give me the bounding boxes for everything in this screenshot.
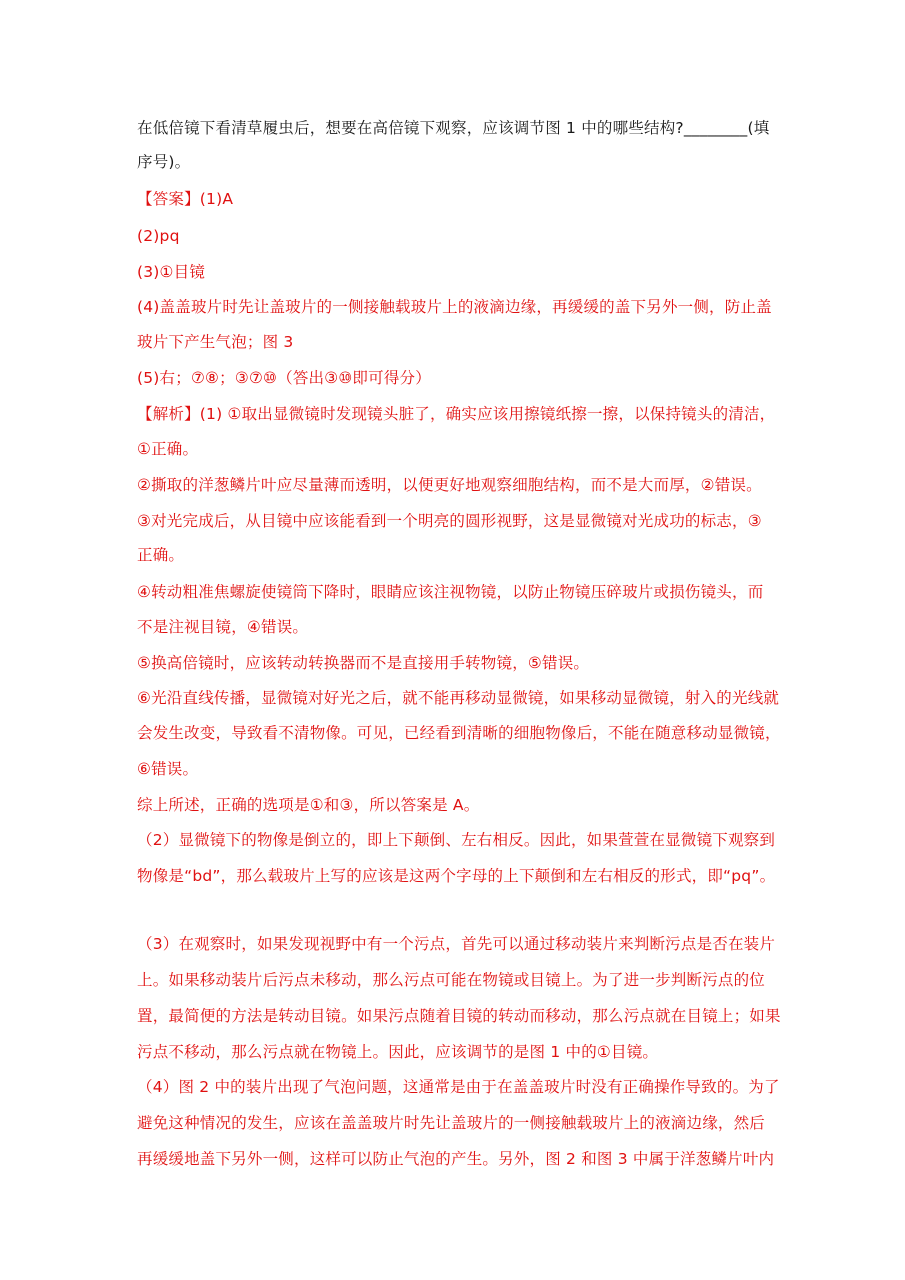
answer-line: (4)盖盖玻片时先让盖玻片的一侧接触载玻片上的液滴边缘，再缓缓的盖下另外一侧，防止盖	[137, 298, 772, 316]
analysis-line: 正确。	[137, 546, 185, 564]
analysis-line: （3）在观察时，如果发现视野中有一个污点，首先可以通过移动装片来判断污点是否在装片	[137, 935, 776, 953]
analysis-line: ⑥错误。	[137, 760, 199, 778]
analysis-line: （2）显微镜下的物像是倒立的，即上下颠倒、左右相反。因此，如果萱萱在显微镜下观察到	[137, 831, 776, 849]
answer-line: 玻片下产生气泡；图 3	[137, 333, 294, 351]
analysis-line: （4）图 2 中的装片出现了气泡问题，这通常是由于在盖盖玻片时没有正确操作导致的。为了	[137, 1078, 780, 1096]
answer-line: (3)①目镜	[137, 263, 206, 281]
analysis-line: 综上所述，正确的选项是①和③，所以答案是 A。	[137, 796, 480, 814]
analysis-line: 置，最简便的方法是转动目镜。如果污点随着目镜的转动而移动，那么污点就在目镜上；如果	[137, 1007, 781, 1025]
question-line: 序号)。	[137, 153, 191, 171]
answer-line: (2)pq	[137, 227, 180, 245]
question-line: 在低倍镜下看清草履虫后，想要在高倍镜下观察，应该调节图 1 中的哪些结构?________(填	[137, 119, 770, 137]
analysis-line: ①正确。	[137, 440, 199, 458]
analysis-line: ③对光完成后，从目镜中应该能看到一个明亮的圆形视野，这是显微镜对光成功的标志，③	[137, 512, 762, 530]
analysis-line: 污点不移动，那么污点就在物镜上。因此，应该调节的是图 1 中的①目镜。	[137, 1043, 659, 1061]
analysis-heading: 【解析】(1) ①取出显微镜时发现镜头脏了，确实应该用擦镜纸擦一擦，以保持镜头的清洁，	[137, 405, 776, 423]
analysis-line: 物像是“bd”，那么载玻片上写的应该是这两个字母的上下颠倒和左右相反的形式，即“pq”。	[137, 867, 776, 885]
analysis-line: ②撕取的洋葱鳞片叶应尽量薄而透明，以便更好地观察细胞结构，而不是大而厚，②错误。	[137, 476, 762, 494]
analysis-line: 避免这种情况的发生，应该在盖盖玻片时先让盖玻片的一侧接触载玻片上的液滴边缘，然后	[137, 1114, 766, 1132]
analysis-line: 再缓缓地盖下另外一侧，这样可以防止气泡的产生。另外，图 2 和图 3 中属于洋葱鳞片叶内	[137, 1150, 775, 1168]
analysis-line: 会发生改变，导致看不清物像。可见，已经看到清晰的细胞物像后，不能在随意移动显微镜，	[137, 724, 781, 742]
answer-heading: 【答案】(1)A	[137, 190, 234, 208]
analysis-line: 上。如果移动装片后污点未移动，那么污点可能在物镜或目镜上。为了进一步判断污点的位	[137, 971, 766, 989]
analysis-line: ⑤换高倍镜时，应该转动转换器而不是直接用手转物镜，⑤错误。	[137, 654, 590, 672]
answer-line: (5)右；⑦⑧；③⑦⑩（答出③⑩即可得分）	[137, 369, 431, 387]
analysis-line: ④转动粗准焦螺旋使镜筒下降时，眼睛应该注视物镜，以防止物镜压碎玻片或损伤镜头，而	[137, 583, 764, 601]
analysis-line: ⑥光沿直线传播，显微镜对好光之后，就不能再移动显微镜，如果移动显微镜，射入的光线就	[137, 689, 780, 707]
analysis-line: 不是注视目镜，④错误。	[137, 618, 309, 636]
